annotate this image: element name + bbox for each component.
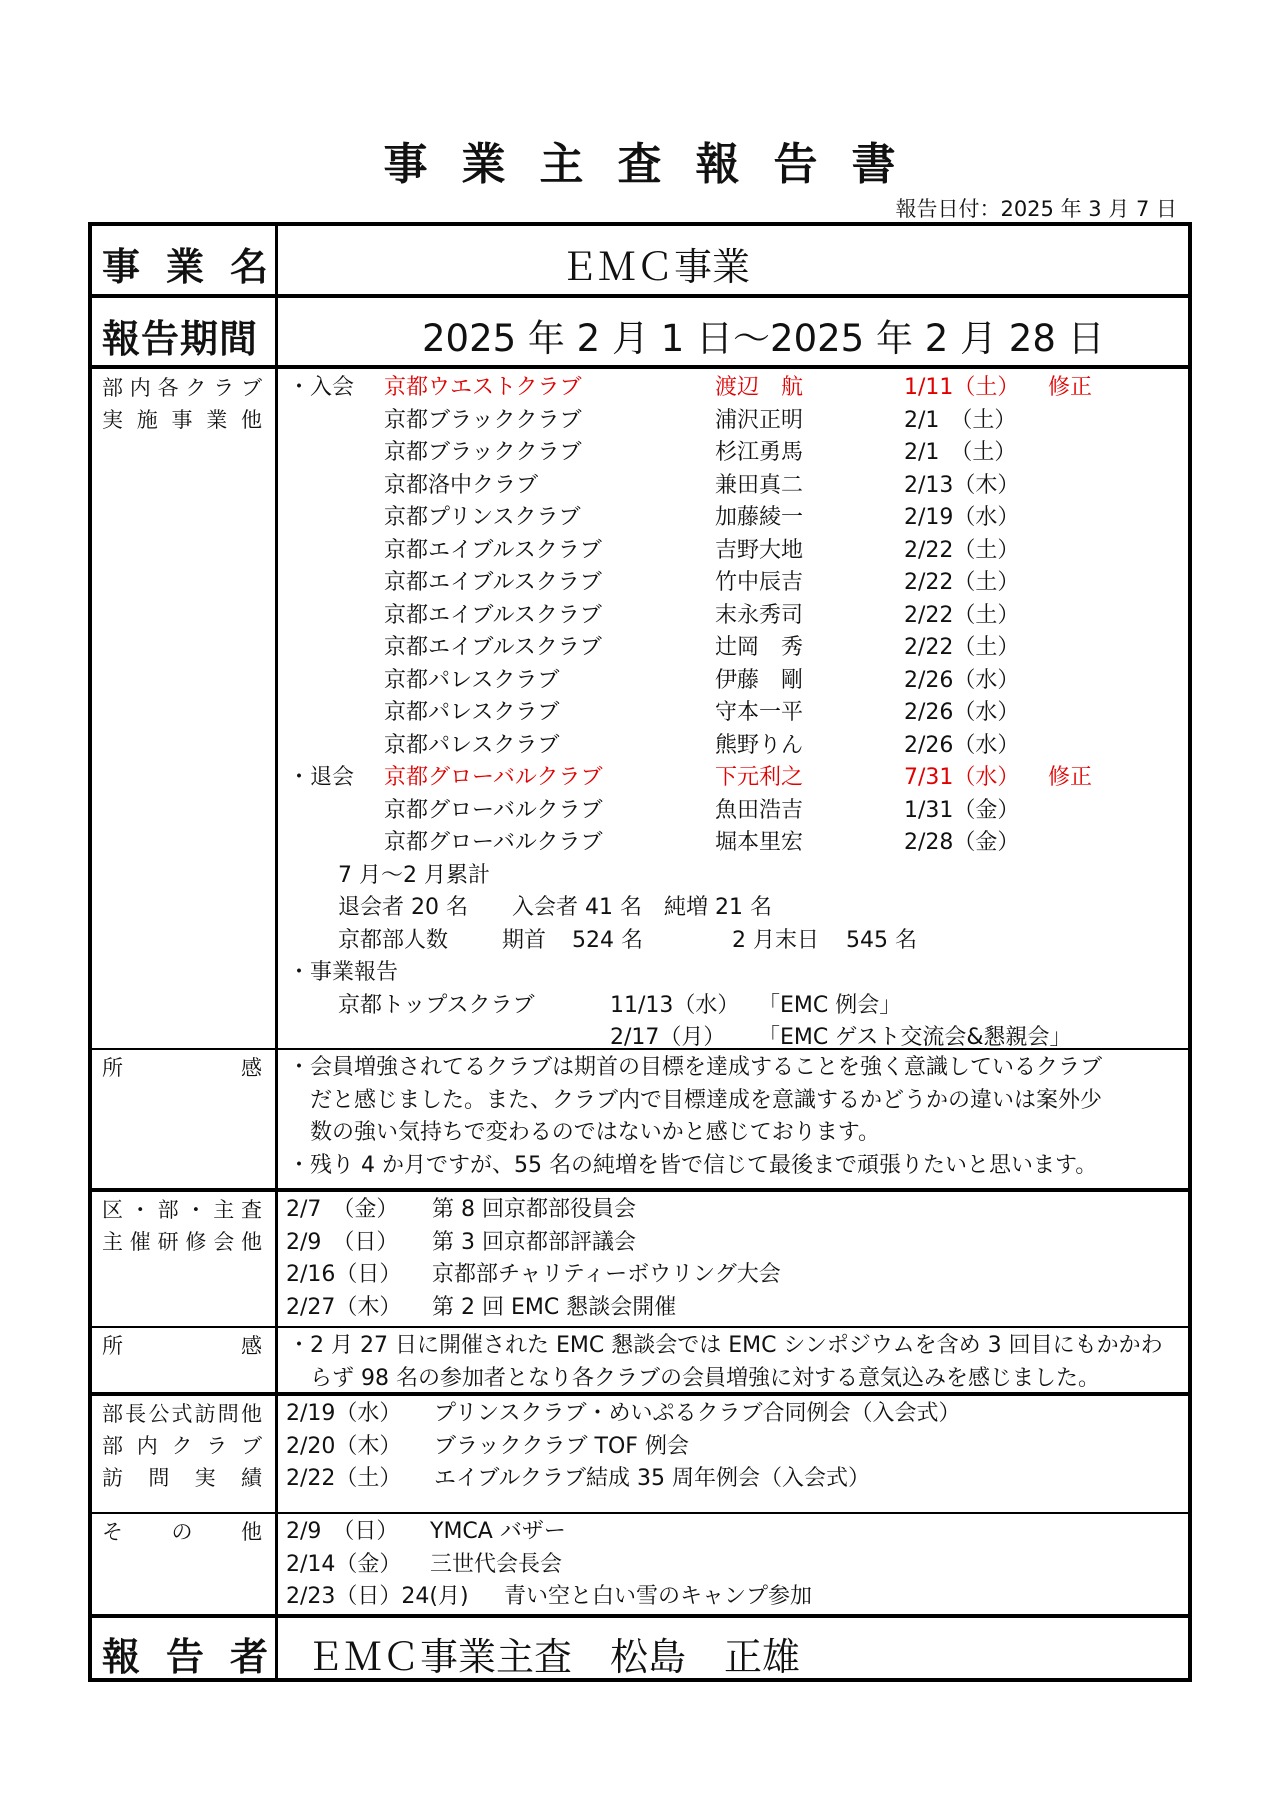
member-date: 2/22（土）: [904, 602, 1020, 628]
other-label-char: そ: [102, 1520, 123, 1544]
impression-label-char: 所: [102, 1056, 123, 1080]
member-date: 2/1 （土）: [904, 440, 1017, 465]
event-date: 2/14（金）: [286, 1551, 402, 1577]
activities-label-char: ク: [185, 376, 207, 400]
title-char: 業: [461, 139, 506, 190]
document-title: [0, 128, 1279, 192]
member-name: 吉野大地: [715, 537, 804, 563]
event-date: 2/9 （日）: [286, 1229, 399, 1255]
member-name: 浦沢正明: [715, 407, 804, 433]
member-date: 2/1 （土）: [904, 407, 1017, 433]
visits-label-char: 式: [171, 1402, 193, 1426]
club-name: 京都エイブルスクラブ: [384, 602, 602, 628]
event-date: 2/23（日）24(月): [286, 1584, 469, 1609]
reporter-label-char: 者: [229, 1635, 268, 1679]
club-name: 京都洛中クラブ: [384, 472, 539, 498]
visits-label-char: 問: [217, 1402, 239, 1426]
club-name: 京都エイブルスクラブ: [384, 570, 602, 595]
visits-label-char: 他: [240, 1402, 262, 1426]
member-date: 2/26（水）: [904, 667, 1020, 693]
visits-label-char: ク: [171, 1434, 193, 1458]
district-label-char: 主: [213, 1198, 235, 1222]
club-name: 京都トップスクラブ: [338, 992, 535, 1018]
impression-label-char: 感: [241, 1334, 262, 1358]
activities-label-char: ラ: [213, 376, 235, 400]
club-name: 京都ウエストクラブ: [384, 375, 582, 400]
member-date: 2/26（水）: [904, 700, 1020, 725]
activities-label-char: 内: [129, 376, 151, 400]
event-date: 2/16（日）: [286, 1262, 402, 1287]
member-row: [92, 990, 1182, 1022]
row-divider: [92, 294, 1188, 298]
title-char: 査: [617, 139, 662, 190]
title-char: 告: [773, 139, 818, 190]
member-row: [92, 1259, 1182, 1291]
district-label-char: 研: [157, 1230, 179, 1254]
member-row: [92, 600, 1182, 632]
member-name: 兼田真二: [715, 472, 804, 498]
visits-label-char: 訪: [194, 1402, 216, 1426]
period-start-count: 524 名: [572, 927, 643, 953]
impression-line: らず 98 名の参加者となり各クラブの会員増強に対する意気込みを感じました。: [310, 1365, 1100, 1391]
member-row: [92, 925, 1182, 957]
impression-line: ・2 月 27 日に開催された EMC 懇談会では EMC シンポジウムを含め 3 回目にもかかわ: [288, 1333, 1163, 1358]
member-name: 魚田浩吉: [715, 797, 804, 823]
activities-label-char: 事: [171, 408, 193, 432]
section-label: ・入会: [288, 375, 355, 400]
visits-label-char: 内: [136, 1434, 158, 1458]
club-name: 京都パレスクラブ: [384, 667, 560, 693]
visits-label-char: 実: [194, 1466, 216, 1490]
title-char: 書: [851, 139, 896, 190]
member-row: [92, 502, 1182, 534]
row-divider: [92, 1512, 1188, 1514]
impression2-label: [102, 1330, 262, 1362]
activities-label-char: ブ: [240, 376, 262, 400]
event-date: 11/13（水）: [610, 992, 740, 1018]
club-name: 京都エイブルスクラブ: [384, 537, 602, 563]
row-divider: [92, 1188, 1188, 1192]
member-date: 1/11（土）: [904, 375, 1020, 400]
member-row: [92, 1194, 1182, 1226]
member-row: [92, 1549, 1182, 1581]
event-name: 第 8 回京都部役員会: [432, 1197, 636, 1222]
title-char: 報: [695, 139, 740, 190]
member-date: 2/13（木）: [904, 472, 1020, 498]
member-name: 杉江勇馬: [715, 440, 804, 465]
business-name-label-char: 業: [165, 245, 204, 289]
event-name: 第 2 回 EMC 懇談会開催: [432, 1294, 677, 1320]
member-row: [92, 762, 1182, 794]
member-name: 加藤綾一: [715, 505, 804, 530]
visits-label-char: ブ: [241, 1434, 262, 1458]
impression-line: だと感じました。また、クラブ内で目標達成を意識するかどうかの違いは案外少: [310, 1087, 1103, 1113]
title-char: 主: [539, 139, 584, 190]
activities-label-char: 実: [102, 408, 123, 432]
visits-label-char: ラ: [206, 1434, 228, 1458]
period-value: 2025 年 2 月 1 日～2025 年 2 月 28 日: [422, 317, 1105, 360]
other-label-char: の: [171, 1520, 193, 1544]
member-name: 堀本里宏: [715, 830, 804, 855]
member-row: [92, 1581, 1182, 1613]
member-row: [92, 730, 1182, 762]
member-row: [92, 1516, 1182, 1548]
district-label-char: 催: [129, 1230, 151, 1254]
member-row: [92, 535, 1182, 567]
event-name: 青い空と白い雪のキャンプ参加: [504, 1584, 813, 1609]
member-name: 下元利之: [715, 765, 804, 790]
club-name: 京都グローバルクラブ: [384, 830, 603, 855]
impression-line: ・残り 4 か月ですが、55 名の純増を皆で信じて最後まで頑張りたいと思います。: [288, 1152, 1098, 1178]
reporter-label-char: 告: [165, 1635, 204, 1679]
impression-label-char: 感: [241, 1056, 262, 1080]
club-name: 京都グローバルクラブ: [384, 765, 603, 790]
member-date: 2/19（水）: [904, 505, 1020, 530]
visits-label-char: 問: [148, 1466, 170, 1490]
district-label-char: 査: [240, 1198, 262, 1222]
impression1-label: [102, 1052, 262, 1084]
member-name: 伊藤 剛: [715, 667, 804, 693]
visits-label-char: 公: [148, 1402, 170, 1426]
district-label-char: 修: [185, 1230, 207, 1254]
impression-line: ・会員増強されてるクラブは期首の目標を達成することを強く意識しているクラブ: [288, 1055, 1103, 1080]
correction-note: 修正: [1048, 765, 1093, 790]
member-date: 2/22（土）: [904, 635, 1020, 660]
reporter-label-char: 報: [102, 1635, 141, 1679]
activities-label-char: 業: [206, 408, 228, 432]
member-row: [92, 795, 1182, 827]
member-row: [92, 1463, 1182, 1495]
title-char: 事: [383, 139, 428, 190]
kyoto-members-label: 京都部人数: [338, 927, 449, 953]
event-name: 京都部チャリティーボウリング大会: [432, 1262, 781, 1287]
club-name: 京都ブラッククラブ: [384, 440, 582, 465]
reporter-label: [102, 1626, 268, 1681]
member-name: 末永秀司: [715, 602, 804, 628]
district-label-char: ・: [129, 1198, 151, 1222]
club-name: 京都プリンスクラブ: [384, 505, 581, 530]
district-label-char: 区: [102, 1198, 123, 1222]
district-label-char: 会: [213, 1230, 235, 1254]
club-name: 京都パレスクラブ: [384, 700, 560, 725]
business-name-label-char: 名: [229, 245, 268, 289]
event-date: 2/9 （日）: [286, 1519, 399, 1544]
event-name: 「EMC 例会」: [758, 992, 902, 1018]
impression-label-char: 所: [102, 1334, 123, 1358]
event-name: YMCA バザー: [430, 1519, 566, 1544]
event-date: 2/22（土）: [286, 1466, 402, 1491]
member-row: [92, 1431, 1182, 1463]
member-name: 竹中辰吉: [715, 570, 804, 595]
reporter-value: ＥＭＣ事業主査 松島 正雄: [306, 1635, 801, 1679]
club-name: 京都エイブルスクラブ: [384, 635, 602, 660]
visits-label-char: 部: [102, 1402, 123, 1426]
section-label: ・事業報告: [288, 960, 399, 985]
member-name: 辻岡 秀: [715, 635, 804, 660]
month-end-count: 545 名: [846, 927, 917, 953]
period-label: 報告期間: [102, 317, 259, 361]
member-date: 2/22（土）: [904, 537, 1020, 563]
report-date: 報告日付：2025 年 3 月 7 日: [895, 197, 1177, 221]
visits-label-char: 部: [102, 1434, 123, 1458]
visits-label-char: 長: [125, 1402, 147, 1426]
event-name: 「EMC ゲスト交流会&懇親会」: [758, 1025, 1072, 1050]
member-row: [92, 470, 1182, 502]
member-name: 熊野りん: [715, 732, 804, 758]
event-name: ブラッククラブ TOF 例会: [434, 1433, 689, 1459]
month-end-label: 2 月末日: [732, 927, 819, 953]
club-name: 京都ブラッククラブ: [384, 407, 582, 433]
event-date: 2/27（木）: [286, 1294, 402, 1320]
visits-label-char: 訪: [102, 1466, 123, 1490]
visits-label-char: 績: [240, 1466, 262, 1490]
member-name: 守本一平: [715, 700, 804, 725]
event-date: 2/19（水）: [286, 1401, 402, 1426]
event-name: 第 3 回京都部評議会: [432, 1229, 636, 1255]
club-name: 京都グローバルクラブ: [384, 797, 603, 823]
impression-line: 数の強い気持ちで変わるのではないかと感じております。: [310, 1120, 881, 1145]
activities-label-char: 施: [136, 408, 158, 432]
event-date: 2/17（月）: [610, 1025, 726, 1050]
member-row: [92, 827, 1182, 859]
row-divider: [92, 1614, 1188, 1618]
event-date: 2/20（木）: [286, 1433, 402, 1459]
event-date: 2/7 （金）: [286, 1197, 399, 1222]
business-name-label-char: 事: [102, 245, 141, 289]
district-label-char: 主: [102, 1230, 123, 1254]
member-date: 1/31（金）: [904, 797, 1020, 823]
event-name: 三世代会長会: [430, 1551, 563, 1577]
member-row: [92, 405, 1182, 437]
activities-label-char: 各: [157, 376, 179, 400]
member-date: 7/31（水）: [904, 765, 1020, 790]
member-row: [92, 632, 1182, 664]
member-row: [92, 567, 1182, 599]
other-label-char: 他: [241, 1520, 262, 1544]
row-divider: [92, 365, 1188, 369]
event-name: エイブルクラブ結成 35 周年例会（入会式）: [434, 1466, 871, 1491]
activities-label-char: 他: [241, 408, 262, 432]
business-name-value: ＥＭＣ事業: [560, 245, 751, 289]
event-name: プリンスクラブ・めいぷるクラブ合同例会（入会式）: [434, 1401, 961, 1426]
report-table: [88, 222, 1192, 1682]
member-row: [92, 665, 1182, 697]
activities-label-char: 部: [102, 376, 123, 400]
member-row: [92, 1292, 1182, 1324]
club-name: 京都パレスクラブ: [384, 732, 560, 758]
member-date: 2/26（水）: [904, 732, 1020, 758]
member-name: 渡辺 航: [715, 375, 804, 400]
member-date: 2/28（金）: [904, 830, 1020, 855]
district-label-char: 部: [157, 1198, 179, 1222]
member-date: 2/22（土）: [904, 570, 1020, 595]
correction-note: 修正: [1048, 375, 1093, 400]
member-row: [92, 697, 1182, 729]
business-name-label: [102, 236, 268, 291]
member-row: [92, 1022, 1182, 1054]
member-row: [92, 1398, 1182, 1430]
member-row: [92, 1227, 1182, 1259]
cumulative-title: 7 月～2 月累計: [338, 862, 490, 888]
row-divider: [92, 1326, 1188, 1328]
member-row: [92, 372, 1182, 404]
period-start-label: 期首: [502, 927, 547, 953]
member-row: [92, 437, 1182, 469]
district-label-char: ・: [185, 1198, 207, 1222]
section-label: ・退会: [288, 765, 355, 790]
cumulative-summary: 退会者 20 名 入会者 41 名 純増 21 名: [338, 895, 772, 920]
district-label-char: 他: [240, 1230, 262, 1254]
